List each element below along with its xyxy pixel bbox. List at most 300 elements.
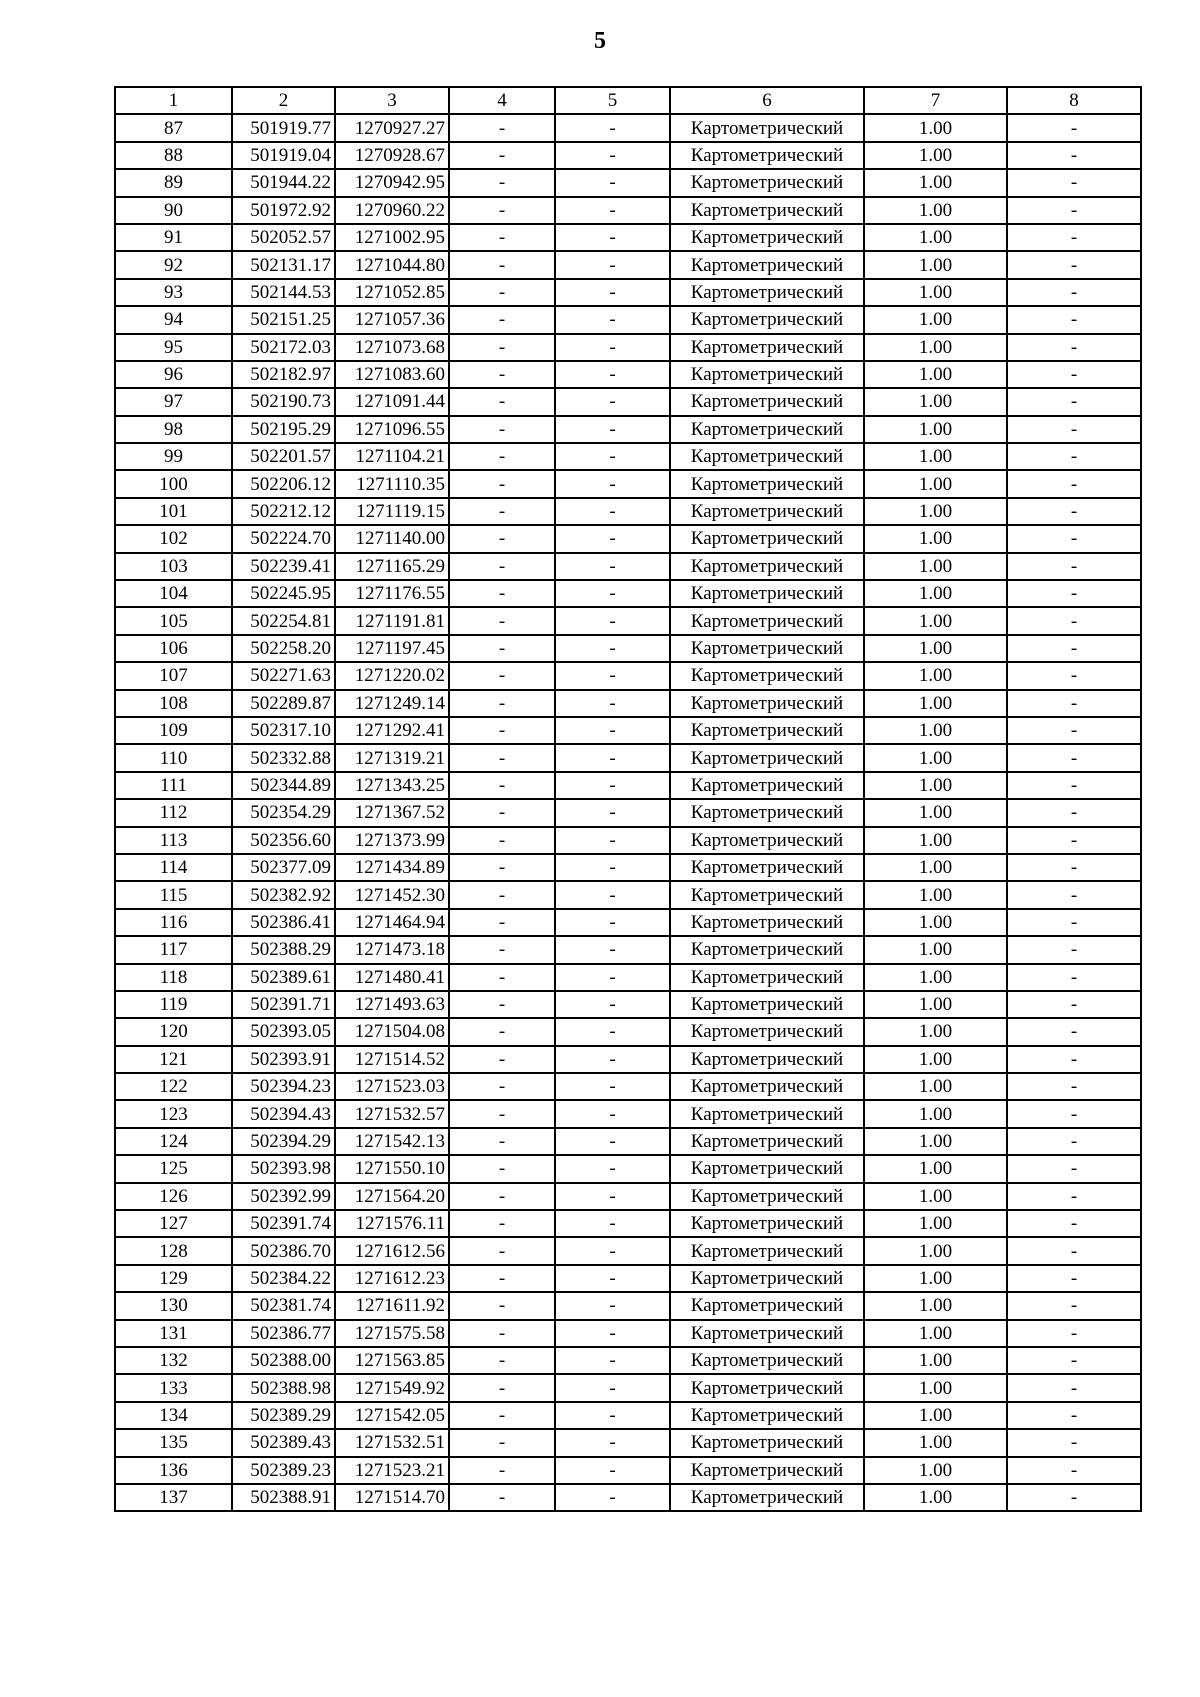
point-number-cell: 122 [115, 1073, 232, 1100]
table-row [115, 443, 1141, 470]
method-cell: Картометрический [670, 1155, 864, 1182]
column-8-cell: - [1007, 498, 1141, 525]
accuracy-cell: 1.00 [864, 662, 1007, 689]
table-row [115, 1457, 1141, 1484]
method-cell: Картометрический [670, 525, 864, 552]
accuracy-cell: 1.00 [864, 197, 1007, 224]
method-cell: Картометрический [670, 1018, 864, 1045]
method-cell: Картометрический [670, 142, 864, 169]
column-5-cell: - [555, 279, 670, 306]
column-5-cell: - [555, 1374, 670, 1401]
point-number-cell: 117 [115, 936, 232, 963]
column-4-cell: - [449, 1457, 555, 1484]
column-8-cell: - [1007, 1210, 1141, 1237]
y-coordinate-cell: 1271523.21 [335, 1457, 449, 1484]
table-row [115, 1128, 1141, 1155]
accuracy-cell: 1.00 [864, 251, 1007, 278]
method-cell: Картометрический [670, 388, 864, 415]
x-coordinate-cell: 502052.57 [232, 224, 335, 251]
column-8-cell: - [1007, 1457, 1141, 1484]
x-coordinate-cell: 502212.12 [232, 498, 335, 525]
point-number-cell: 104 [115, 580, 232, 607]
method-cell: Картометрический [670, 881, 864, 908]
point-number-cell: 118 [115, 964, 232, 991]
point-number-cell: 114 [115, 854, 232, 881]
column-4-cell: - [449, 1292, 555, 1319]
column-8-cell: - [1007, 690, 1141, 717]
x-coordinate-cell: 502381.74 [232, 1292, 335, 1319]
x-coordinate-cell: 502386.70 [232, 1237, 335, 1264]
y-coordinate-cell: 1271532.57 [335, 1100, 449, 1127]
accuracy-cell: 1.00 [864, 443, 1007, 470]
accuracy-cell: 1.00 [864, 306, 1007, 333]
column-5-cell: - [555, 607, 670, 634]
y-coordinate-cell: 1271249.14 [335, 690, 449, 717]
accuracy-cell: 1.00 [864, 470, 1007, 497]
accuracy-cell: 1.00 [864, 1374, 1007, 1401]
table-row [115, 1265, 1141, 1292]
column-8-cell: - [1007, 388, 1141, 415]
column-5-cell: - [555, 251, 670, 278]
y-coordinate-cell: 1271083.60 [335, 361, 449, 388]
column-4-cell: - [449, 827, 555, 854]
column-4-cell: - [449, 1265, 555, 1292]
point-number-cell: 136 [115, 1457, 232, 1484]
x-coordinate-cell: 502389.29 [232, 1402, 335, 1429]
column-4-cell: - [449, 470, 555, 497]
point-number-cell: 131 [115, 1320, 232, 1347]
column-4-cell: - [449, 279, 555, 306]
y-coordinate-cell: 1271292.41 [335, 717, 449, 744]
accuracy-cell: 1.00 [864, 114, 1007, 141]
point-number-cell: 116 [115, 909, 232, 936]
accuracy-cell: 1.00 [864, 827, 1007, 854]
column-header: 3 [335, 87, 449, 114]
column-5-cell: - [555, 306, 670, 333]
accuracy-cell: 1.00 [864, 1046, 1007, 1073]
x-coordinate-cell: 502344.89 [232, 772, 335, 799]
column-4-cell: - [449, 717, 555, 744]
accuracy-cell: 1.00 [864, 1292, 1007, 1319]
y-coordinate-cell: 1271576.11 [335, 1210, 449, 1237]
column-8-cell: - [1007, 1374, 1141, 1401]
column-4-cell: - [449, 936, 555, 963]
point-number-cell: 120 [115, 1018, 232, 1045]
column-5-cell: - [555, 361, 670, 388]
point-number-cell: 94 [115, 306, 232, 333]
method-cell: Картометрический [670, 772, 864, 799]
table-row [115, 1018, 1141, 1045]
column-4-cell: - [449, 909, 555, 936]
accuracy-cell: 1.00 [864, 690, 1007, 717]
column-8-cell: - [1007, 416, 1141, 443]
column-5-cell: - [555, 991, 670, 1018]
column-4-cell: - [449, 1073, 555, 1100]
column-4-cell: - [449, 1320, 555, 1347]
column-header: 2 [232, 87, 335, 114]
column-8-cell: - [1007, 799, 1141, 826]
column-5-cell: - [555, 1100, 670, 1127]
table-row [115, 964, 1141, 991]
column-4-cell: - [449, 114, 555, 141]
y-coordinate-cell: 1271575.58 [335, 1320, 449, 1347]
point-number-cell: 128 [115, 1237, 232, 1264]
table-row [115, 1100, 1141, 1127]
column-5-cell: - [555, 717, 670, 744]
y-coordinate-cell: 1271119.15 [335, 498, 449, 525]
table-row [115, 827, 1141, 854]
accuracy-cell: 1.00 [864, 991, 1007, 1018]
y-coordinate-cell: 1271057.36 [335, 306, 449, 333]
method-cell: Картометрический [670, 1429, 864, 1456]
accuracy-cell: 1.00 [864, 1155, 1007, 1182]
column-8-cell: - [1007, 197, 1141, 224]
x-coordinate-cell: 502206.12 [232, 470, 335, 497]
column-header: 8 [1007, 87, 1141, 114]
table-row [115, 279, 1141, 306]
column-8-cell: - [1007, 443, 1141, 470]
accuracy-cell: 1.00 [864, 635, 1007, 662]
accuracy-cell: 1.00 [864, 580, 1007, 607]
y-coordinate-cell: 1271044.80 [335, 251, 449, 278]
table-row [115, 306, 1141, 333]
point-number-cell: 109 [115, 717, 232, 744]
column-8-cell: - [1007, 1183, 1141, 1210]
column-8-cell: - [1007, 169, 1141, 196]
point-number-cell: 93 [115, 279, 232, 306]
table-row [115, 854, 1141, 881]
x-coordinate-cell: 502389.43 [232, 1429, 335, 1456]
column-4-cell: - [449, 1183, 555, 1210]
column-4-cell: - [449, 1402, 555, 1429]
accuracy-cell: 1.00 [864, 1402, 1007, 1429]
point-number-cell: 137 [115, 1484, 232, 1511]
column-8-cell: - [1007, 142, 1141, 169]
method-cell: Картометрический [670, 1073, 864, 1100]
y-coordinate-cell: 1271104.21 [335, 443, 449, 470]
column-5-cell: - [555, 224, 670, 251]
table-row [115, 1155, 1141, 1182]
y-coordinate-cell: 1271096.55 [335, 416, 449, 443]
column-5-cell: - [555, 1237, 670, 1264]
table-row [115, 799, 1141, 826]
table-row [115, 1429, 1141, 1456]
column-4-cell: - [449, 772, 555, 799]
column-5-cell: - [555, 690, 670, 717]
y-coordinate-cell: 1271612.23 [335, 1265, 449, 1292]
point-number-cell: 95 [115, 334, 232, 361]
column-8-cell: - [1007, 580, 1141, 607]
table-row [115, 772, 1141, 799]
column-4-cell: - [449, 334, 555, 361]
accuracy-cell: 1.00 [864, 936, 1007, 963]
column-4-cell: - [449, 991, 555, 1018]
x-coordinate-cell: 502389.61 [232, 964, 335, 991]
x-coordinate-cell: 502317.10 [232, 717, 335, 744]
table-row [115, 1046, 1141, 1073]
method-cell: Картометрический [670, 1237, 864, 1264]
y-coordinate-cell: 1270942.95 [335, 169, 449, 196]
method-cell: Картометрический [670, 744, 864, 771]
column-5-cell: - [555, 142, 670, 169]
y-coordinate-cell: 1271514.70 [335, 1484, 449, 1511]
x-coordinate-cell: 501944.22 [232, 169, 335, 196]
y-coordinate-cell: 1271434.89 [335, 854, 449, 881]
method-cell: Картометрический [670, 197, 864, 224]
table-row [115, 553, 1141, 580]
y-coordinate-cell: 1271343.25 [335, 772, 449, 799]
table-row [115, 1320, 1141, 1347]
x-coordinate-cell: 502394.23 [232, 1073, 335, 1100]
coordinates-table [114, 86, 1142, 1512]
y-coordinate-cell: 1271611.92 [335, 1292, 449, 1319]
method-cell: Картометрический [670, 1402, 864, 1429]
column-8-cell: - [1007, 1292, 1141, 1319]
x-coordinate-cell: 501919.04 [232, 142, 335, 169]
accuracy-cell: 1.00 [864, 1128, 1007, 1155]
column-8-cell: - [1007, 553, 1141, 580]
method-cell: Картометрический [670, 361, 864, 388]
column-5-cell: - [555, 1155, 670, 1182]
x-coordinate-cell: 502384.22 [232, 1265, 335, 1292]
y-coordinate-cell: 1271452.30 [335, 881, 449, 908]
point-number-cell: 126 [115, 1183, 232, 1210]
accuracy-cell: 1.00 [864, 1457, 1007, 1484]
column-4-cell: - [449, 690, 555, 717]
accuracy-cell: 1.00 [864, 498, 1007, 525]
column-5-cell: - [555, 964, 670, 991]
accuracy-cell: 1.00 [864, 416, 1007, 443]
column-4-cell: - [449, 1237, 555, 1264]
table-row [115, 1374, 1141, 1401]
point-number-cell: 111 [115, 772, 232, 799]
point-number-cell: 132 [115, 1347, 232, 1374]
column-4-cell: - [449, 854, 555, 881]
column-8-cell: - [1007, 1100, 1141, 1127]
table-row [115, 251, 1141, 278]
accuracy-cell: 1.00 [864, 224, 1007, 251]
point-number-cell: 108 [115, 690, 232, 717]
accuracy-cell: 1.00 [864, 279, 1007, 306]
column-8-cell: - [1007, 114, 1141, 141]
point-number-cell: 90 [115, 197, 232, 224]
y-coordinate-cell: 1271532.51 [335, 1429, 449, 1456]
column-8-cell: - [1007, 334, 1141, 361]
column-8-cell: - [1007, 361, 1141, 388]
table-row [115, 580, 1141, 607]
point-number-cell: 107 [115, 662, 232, 689]
column-8-cell: - [1007, 744, 1141, 771]
method-cell: Картометрический [670, 717, 864, 744]
column-header: 6 [670, 87, 864, 114]
column-8-cell: - [1007, 964, 1141, 991]
table-row [115, 1292, 1141, 1319]
point-number-cell: 130 [115, 1292, 232, 1319]
column-5-cell: - [555, 1292, 670, 1319]
column-4-cell: - [449, 224, 555, 251]
column-8-cell: - [1007, 854, 1141, 881]
column-header: 5 [555, 87, 670, 114]
column-4-cell: - [449, 1374, 555, 1401]
accuracy-cell: 1.00 [864, 909, 1007, 936]
column-5-cell: - [555, 114, 670, 141]
column-5-cell: - [555, 881, 670, 908]
column-8-cell: - [1007, 607, 1141, 634]
y-coordinate-cell: 1271367.52 [335, 799, 449, 826]
x-coordinate-cell: 502254.81 [232, 607, 335, 634]
x-coordinate-cell: 502389.23 [232, 1457, 335, 1484]
point-number-cell: 92 [115, 251, 232, 278]
accuracy-cell: 1.00 [864, 1183, 1007, 1210]
column-5-cell: - [555, 197, 670, 224]
column-4-cell: - [449, 964, 555, 991]
method-cell: Картометрический [670, 799, 864, 826]
x-coordinate-cell: 502172.03 [232, 334, 335, 361]
point-number-cell: 89 [115, 169, 232, 196]
table-row [115, 607, 1141, 634]
y-coordinate-cell: 1271549.92 [335, 1374, 449, 1401]
column-4-cell: - [449, 443, 555, 470]
column-5-cell: - [555, 799, 670, 826]
x-coordinate-cell: 502388.98 [232, 1374, 335, 1401]
column-4-cell: - [449, 306, 555, 333]
method-cell: Картометрический [670, 251, 864, 278]
method-cell: Картометрический [670, 580, 864, 607]
x-coordinate-cell: 502224.70 [232, 525, 335, 552]
table-row [115, 224, 1141, 251]
point-number-cell: 88 [115, 142, 232, 169]
x-coordinate-cell: 502258.20 [232, 635, 335, 662]
table-row [115, 881, 1141, 908]
method-cell: Картометрический [670, 1484, 864, 1511]
column-4-cell: - [449, 197, 555, 224]
table-row [115, 470, 1141, 497]
method-cell: Картометрический [670, 114, 864, 141]
method-cell: Картометрический [670, 306, 864, 333]
accuracy-cell: 1.00 [864, 1073, 1007, 1100]
accuracy-cell: 1.00 [864, 525, 1007, 552]
point-number-cell: 97 [115, 388, 232, 415]
column-5-cell: - [555, 1347, 670, 1374]
table-row [115, 525, 1141, 552]
point-number-cell: 105 [115, 607, 232, 634]
method-cell: Картометрический [670, 334, 864, 361]
x-coordinate-cell: 502195.29 [232, 416, 335, 443]
table-row [115, 114, 1141, 141]
point-number-cell: 124 [115, 1128, 232, 1155]
table-row [115, 334, 1141, 361]
table-row [115, 991, 1141, 1018]
x-coordinate-cell: 502394.29 [232, 1128, 335, 1155]
accuracy-cell: 1.00 [864, 334, 1007, 361]
column-4-cell: - [449, 607, 555, 634]
column-4-cell: - [449, 799, 555, 826]
table-row [115, 197, 1141, 224]
column-4-cell: - [449, 1347, 555, 1374]
column-8-cell: - [1007, 909, 1141, 936]
table-row [115, 1073, 1141, 1100]
point-number-cell: 119 [115, 991, 232, 1018]
x-coordinate-cell: 502388.91 [232, 1484, 335, 1511]
x-coordinate-cell: 502394.43 [232, 1100, 335, 1127]
table-row [115, 388, 1141, 415]
table-row [115, 1402, 1141, 1429]
column-4-cell: - [449, 1018, 555, 1045]
point-number-cell: 129 [115, 1265, 232, 1292]
x-coordinate-cell: 502144.53 [232, 279, 335, 306]
table-row [115, 1210, 1141, 1237]
page-number: 5 [594, 28, 606, 54]
point-number-cell: 133 [115, 1374, 232, 1401]
accuracy-cell: 1.00 [864, 1429, 1007, 1456]
method-cell: Картометрический [670, 1292, 864, 1319]
column-8-cell: - [1007, 881, 1141, 908]
y-coordinate-cell: 1271493.63 [335, 991, 449, 1018]
column-5-cell: - [555, 1429, 670, 1456]
point-number-cell: 123 [115, 1100, 232, 1127]
x-coordinate-cell: 502386.77 [232, 1320, 335, 1347]
table-row [115, 744, 1141, 771]
accuracy-cell: 1.00 [864, 388, 1007, 415]
column-5-cell: - [555, 1320, 670, 1347]
column-header: 7 [864, 87, 1007, 114]
accuracy-cell: 1.00 [864, 744, 1007, 771]
column-4-cell: - [449, 580, 555, 607]
column-4-cell: - [449, 1429, 555, 1456]
method-cell: Картометрический [670, 1046, 864, 1073]
column-5-cell: - [555, 580, 670, 607]
y-coordinate-cell: 1271373.99 [335, 827, 449, 854]
column-8-cell: - [1007, 1320, 1141, 1347]
column-8-cell: - [1007, 470, 1141, 497]
accuracy-cell: 1.00 [864, 1210, 1007, 1237]
point-number-cell: 135 [115, 1429, 232, 1456]
column-8-cell: - [1007, 1018, 1141, 1045]
method-cell: Картометрический [670, 1100, 864, 1127]
table-row [115, 717, 1141, 744]
x-coordinate-cell: 502393.98 [232, 1155, 335, 1182]
method-cell: Картометрический [670, 1265, 864, 1292]
point-number-cell: 91 [115, 224, 232, 251]
column-5-cell: - [555, 662, 670, 689]
x-coordinate-cell: 502151.25 [232, 306, 335, 333]
point-number-cell: 98 [115, 416, 232, 443]
y-coordinate-cell: 1271542.13 [335, 1128, 449, 1155]
column-4-cell: - [449, 1128, 555, 1155]
column-8-cell: - [1007, 662, 1141, 689]
x-coordinate-cell: 502386.41 [232, 909, 335, 936]
column-5-cell: - [555, 1018, 670, 1045]
accuracy-cell: 1.00 [864, 1320, 1007, 1347]
column-4-cell: - [449, 553, 555, 580]
table-row [115, 909, 1141, 936]
point-number-cell: 127 [115, 1210, 232, 1237]
column-5-cell: - [555, 936, 670, 963]
accuracy-cell: 1.00 [864, 717, 1007, 744]
point-number-cell: 99 [115, 443, 232, 470]
method-cell: Картометрический [670, 553, 864, 580]
column-header: 1 [115, 87, 232, 114]
column-8-cell: - [1007, 1073, 1141, 1100]
method-cell: Картометрический [670, 827, 864, 854]
y-coordinate-cell: 1271542.05 [335, 1402, 449, 1429]
column-5-cell: - [555, 854, 670, 881]
method-cell: Картометрический [670, 1374, 864, 1401]
x-coordinate-cell: 502356.60 [232, 827, 335, 854]
x-coordinate-cell: 502393.91 [232, 1046, 335, 1073]
x-coordinate-cell: 502201.57 [232, 443, 335, 470]
x-coordinate-cell: 501919.77 [232, 114, 335, 141]
